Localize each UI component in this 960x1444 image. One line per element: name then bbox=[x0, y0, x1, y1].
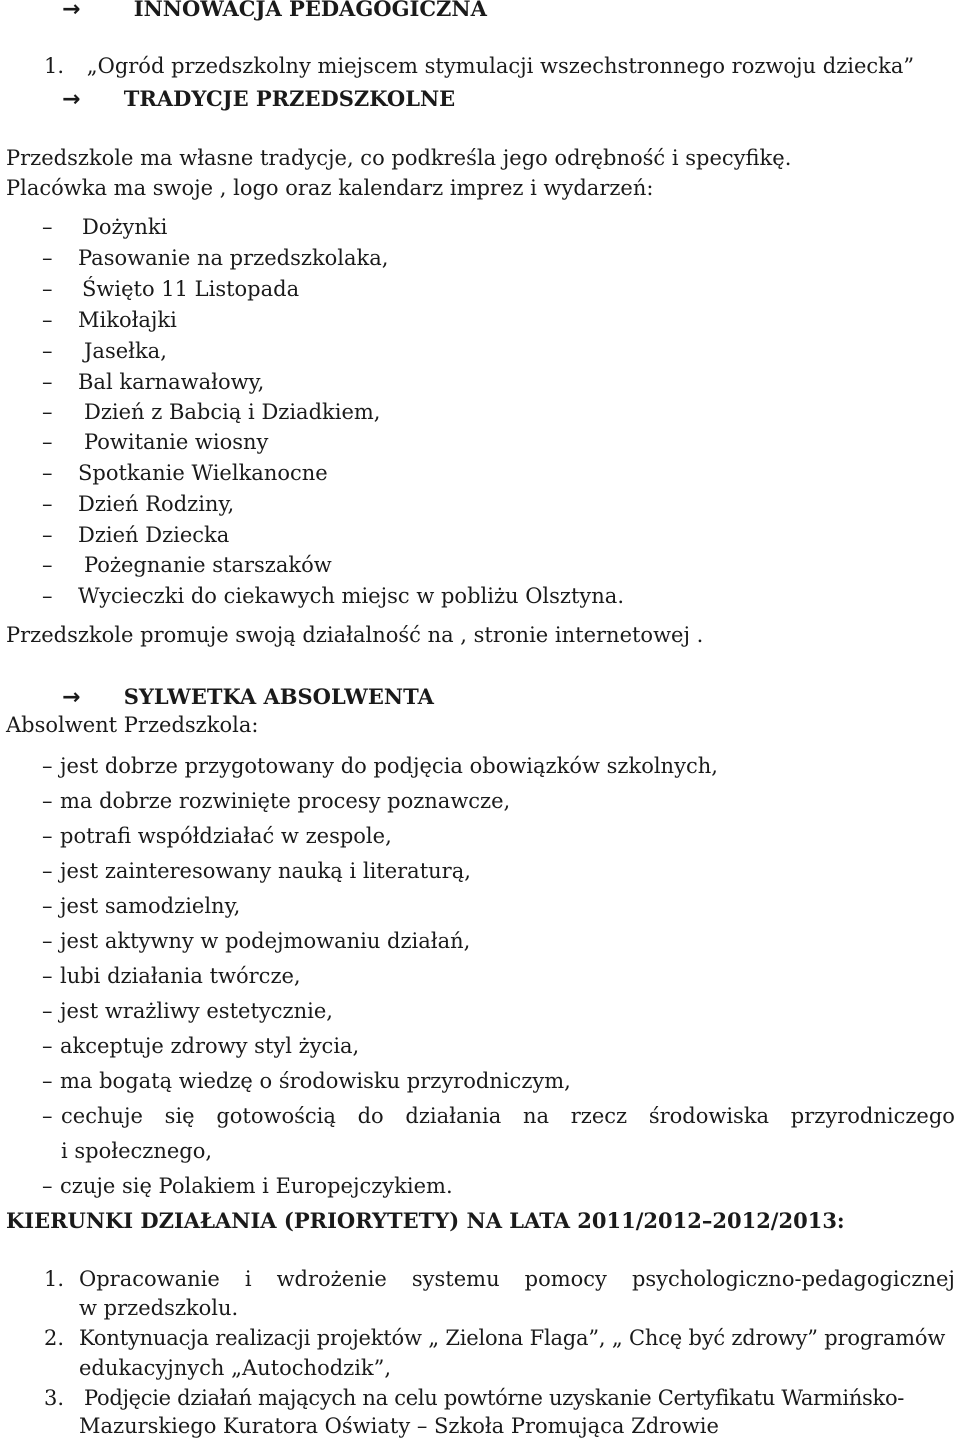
priority-line: Podjęcie działań mających na celu powtórne uzyskanie Certyfikatu Warmińsko- bbox=[84, 1386, 905, 1410]
priority-line: Kontynuacja realizacji projektów „ Zielona Flaga”, „ Chcę być zdrowy” programów bbox=[79, 1326, 946, 1350]
list-item: – jest wrażliwy estetycznie, bbox=[42, 999, 333, 1023]
list-item: – Powitanie wiosny bbox=[42, 430, 269, 454]
item-1-text: „Ogród przedszkolny miejscem stymulacji wszechstronnego rozwoju dziecka” bbox=[86, 54, 915, 78]
list-item: – Bal karnawałowy, bbox=[42, 370, 265, 394]
traditions-heading: TRADYCJE PRZEDSZKOLNE bbox=[123, 86, 456, 111]
list-item: – Pożegnanie starszaków bbox=[42, 553, 332, 577]
list-item: – jest samodzielny, bbox=[42, 894, 241, 918]
traditions-intro-1: Przedszkole ma własne tradycje, co podkreśla jego odrębność i specyfikę. bbox=[6, 146, 792, 170]
list-item: – Wycieczki do ciekawych miejsc w pobliżu Olsztyna. bbox=[42, 584, 624, 608]
list-item: – Dzień z Babcią i Dziadkiem, bbox=[42, 400, 381, 424]
priority-continuation: w przedszkolu. bbox=[79, 1296, 239, 1320]
arrow-right-icon: → bbox=[62, 0, 81, 22]
graduate-heading: SYLWETKA ABSOLWENTA bbox=[123, 684, 434, 709]
list-item: – akceptuje zdrowy styl życia, bbox=[42, 1034, 360, 1058]
list-item: – Dzień Rodziny, bbox=[42, 492, 235, 516]
list-item: – lubi działania twórcze, bbox=[42, 964, 301, 988]
priority-number: 3. bbox=[44, 1386, 65, 1410]
list-item: – Mikołajki bbox=[42, 308, 177, 332]
traditions-heading-row bbox=[62, 86, 455, 112]
list-item: – Spotkanie Wielkanocne bbox=[42, 461, 328, 485]
priority-continuation: edukacyjnych „Autochodzik”, bbox=[79, 1356, 392, 1380]
innovation-heading: INNOWACJA PEDAGOGICZNA bbox=[133, 0, 487, 21]
list-item: – jest aktywny w podejmowaniu działań, bbox=[42, 929, 471, 953]
priorities-heading: KIERUNKI DZIAŁANIA (PRIORYTETY) NA LATA 2011/2012–2012/2013: bbox=[6, 1208, 845, 1233]
list-item: – Pasowanie na przedszkolaka, bbox=[42, 246, 389, 270]
list-item: – ma dobrze rozwinięte procesy poznawcze, bbox=[42, 789, 511, 813]
list-item: – potrafi współdziałać w zespole, bbox=[42, 824, 392, 848]
list-item: – Jasełka, bbox=[42, 339, 167, 363]
list-item: – Dożynki bbox=[42, 215, 168, 239]
priority-number: 2. bbox=[44, 1326, 65, 1350]
graduate-heading-row bbox=[62, 684, 434, 710]
item-1 bbox=[44, 54, 914, 78]
priority-number: 1. bbox=[44, 1267, 65, 1291]
arrow-right-icon: → bbox=[62, 685, 81, 710]
list-item-dash: – bbox=[42, 1104, 53, 1128]
list-item-continuation: i społecznego, bbox=[61, 1139, 213, 1163]
list-item: – ma bogatą wiedzę o środowisku przyrodniczym, bbox=[42, 1069, 571, 1093]
item-1-number: 1. bbox=[44, 54, 65, 78]
arrow-right-icon: → bbox=[62, 87, 81, 112]
list-item-justified: cechuje się gotowością do działania na rzecz środowiska przyrodniczego bbox=[61, 1104, 955, 1128]
priority-continuation: Mazurskiego Kuratora Oświaty – Szkoła Promująca Zdrowie bbox=[79, 1414, 719, 1438]
priority-line-justified: Opracowanie i wdrożenie systemu pomocy psychologiczno-pedagogicznej bbox=[79, 1267, 955, 1291]
graduate-intro: Absolwent Przedszkola: bbox=[6, 713, 259, 737]
list-item: – jest zainteresowany nauką i literaturą, bbox=[42, 859, 471, 883]
traditions-intro-2: Placówka ma swoje , logo oraz kalendarz imprez i wydarzeń: bbox=[6, 176, 654, 200]
list-item: – Dzień Dziecka bbox=[42, 523, 230, 547]
list-item: – czuje się Polakiem i Europejczykiem. bbox=[42, 1174, 453, 1198]
promo-text: Przedszkole promuje swoją działalność na , stronie internetowej . bbox=[6, 623, 704, 647]
list-item: – Święto 11 Listopada bbox=[42, 277, 300, 301]
list-item: – jest dobrze przygotowany do podjęcia obowiązków szkolnych, bbox=[42, 754, 718, 778]
innovation-heading-row bbox=[62, 0, 487, 22]
